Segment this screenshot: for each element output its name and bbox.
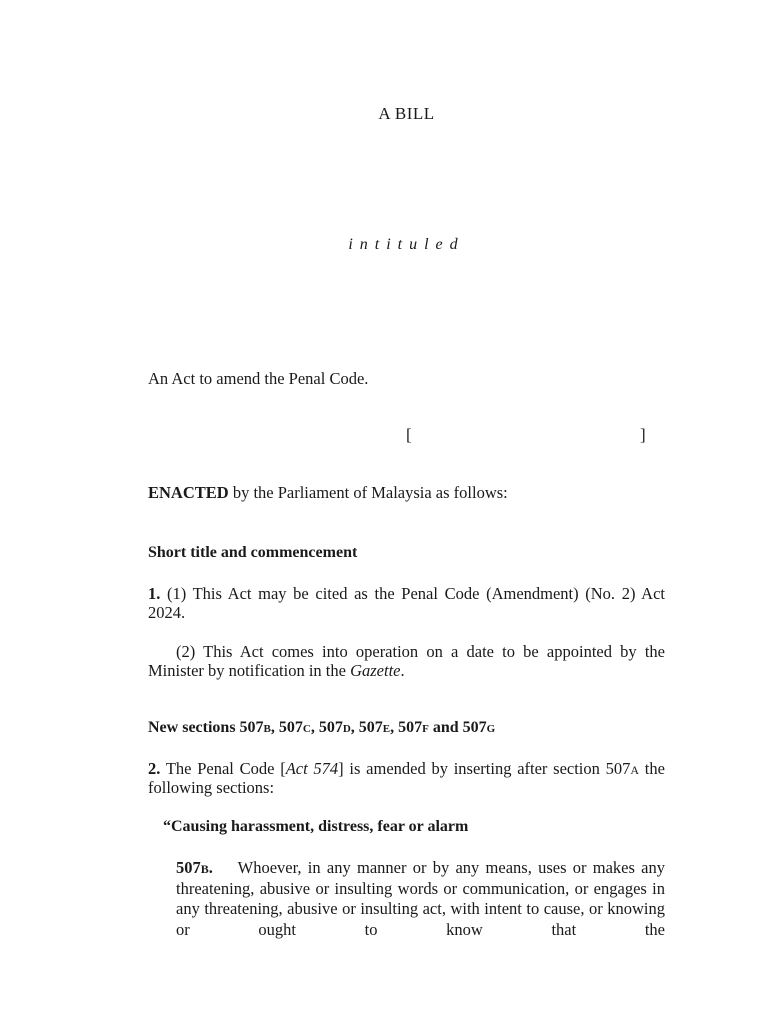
enacting-word: ENACTED (148, 483, 229, 502)
section-2-text-part: ] is amended by inserting after section 507 (338, 759, 631, 778)
section-1-subsection-2 (148, 642, 665, 680)
section-507b-number (176, 858, 213, 877)
section-2-marginal-note (148, 719, 495, 737)
intituled-label: intituled (348, 236, 465, 253)
date-bracket-open: [ (406, 425, 412, 444)
section-2-text-part: The Penal Code [ (160, 759, 286, 778)
section-507b-heading: “Causing harassment, distress, fear or alarm (163, 818, 469, 835)
marginal-letter: c (302, 719, 311, 736)
marginal-letter: f (422, 719, 429, 736)
marginal-text: , 507 (390, 719, 423, 736)
long-title: An Act to amend the Penal Code. (148, 369, 369, 388)
section-number-letter: b (200, 858, 209, 877)
marginal-letter: e (382, 719, 391, 736)
section-1-number: 1. (148, 584, 161, 603)
marginal-letter: d (342, 719, 351, 736)
section-number-digits: 507 (176, 858, 201, 877)
marginal-text: , 507 (350, 719, 383, 736)
act-number: Act 574 (285, 759, 339, 778)
section-letter: a (630, 759, 640, 778)
section-1-sub2-end: . (400, 661, 405, 680)
section-number-dot: . (208, 858, 213, 877)
section-1-subsection-1 (148, 584, 665, 622)
marginal-text: , 507 (270, 719, 303, 736)
enacting-text: by the Parliament of Malaysia as follows: (228, 483, 508, 502)
section-2-text (148, 759, 665, 797)
section-2-number: 2. (148, 759, 161, 778)
marginal-text: , 507 (310, 719, 343, 736)
date-bracket-close: ] (640, 425, 646, 444)
section-507b-body: Whoever, in any manner or by any means, uses or makes any threatening, abusive or insulting words or communication, or engages in any threatening, abusive or insulting act, with intent to cause, or knowing or ought to know that the (176, 858, 665, 939)
section-2-text-part: the following sections: (148, 759, 665, 797)
section-1-sub1-text: (1) This Act may be cited as the Penal Code (Amendment) (No. 2) Act 2024. (148, 584, 665, 622)
bill-heading: A BILL (378, 104, 435, 123)
section-507b-text (176, 858, 665, 940)
gazette-word: Gazette (350, 661, 401, 680)
enacting-clause (148, 483, 508, 503)
section-1-sub2-text: (2) This Act comes into operation on a date to be appointed by the Minister by notification in the (148, 642, 665, 680)
marginal-letter: g (486, 719, 496, 736)
marginal-text: New sections 507 (148, 719, 264, 736)
marginal-letter: b (263, 719, 271, 736)
section-1-marginal-note: Short title and commencement (148, 544, 358, 561)
marginal-text: and 507 (428, 719, 487, 736)
